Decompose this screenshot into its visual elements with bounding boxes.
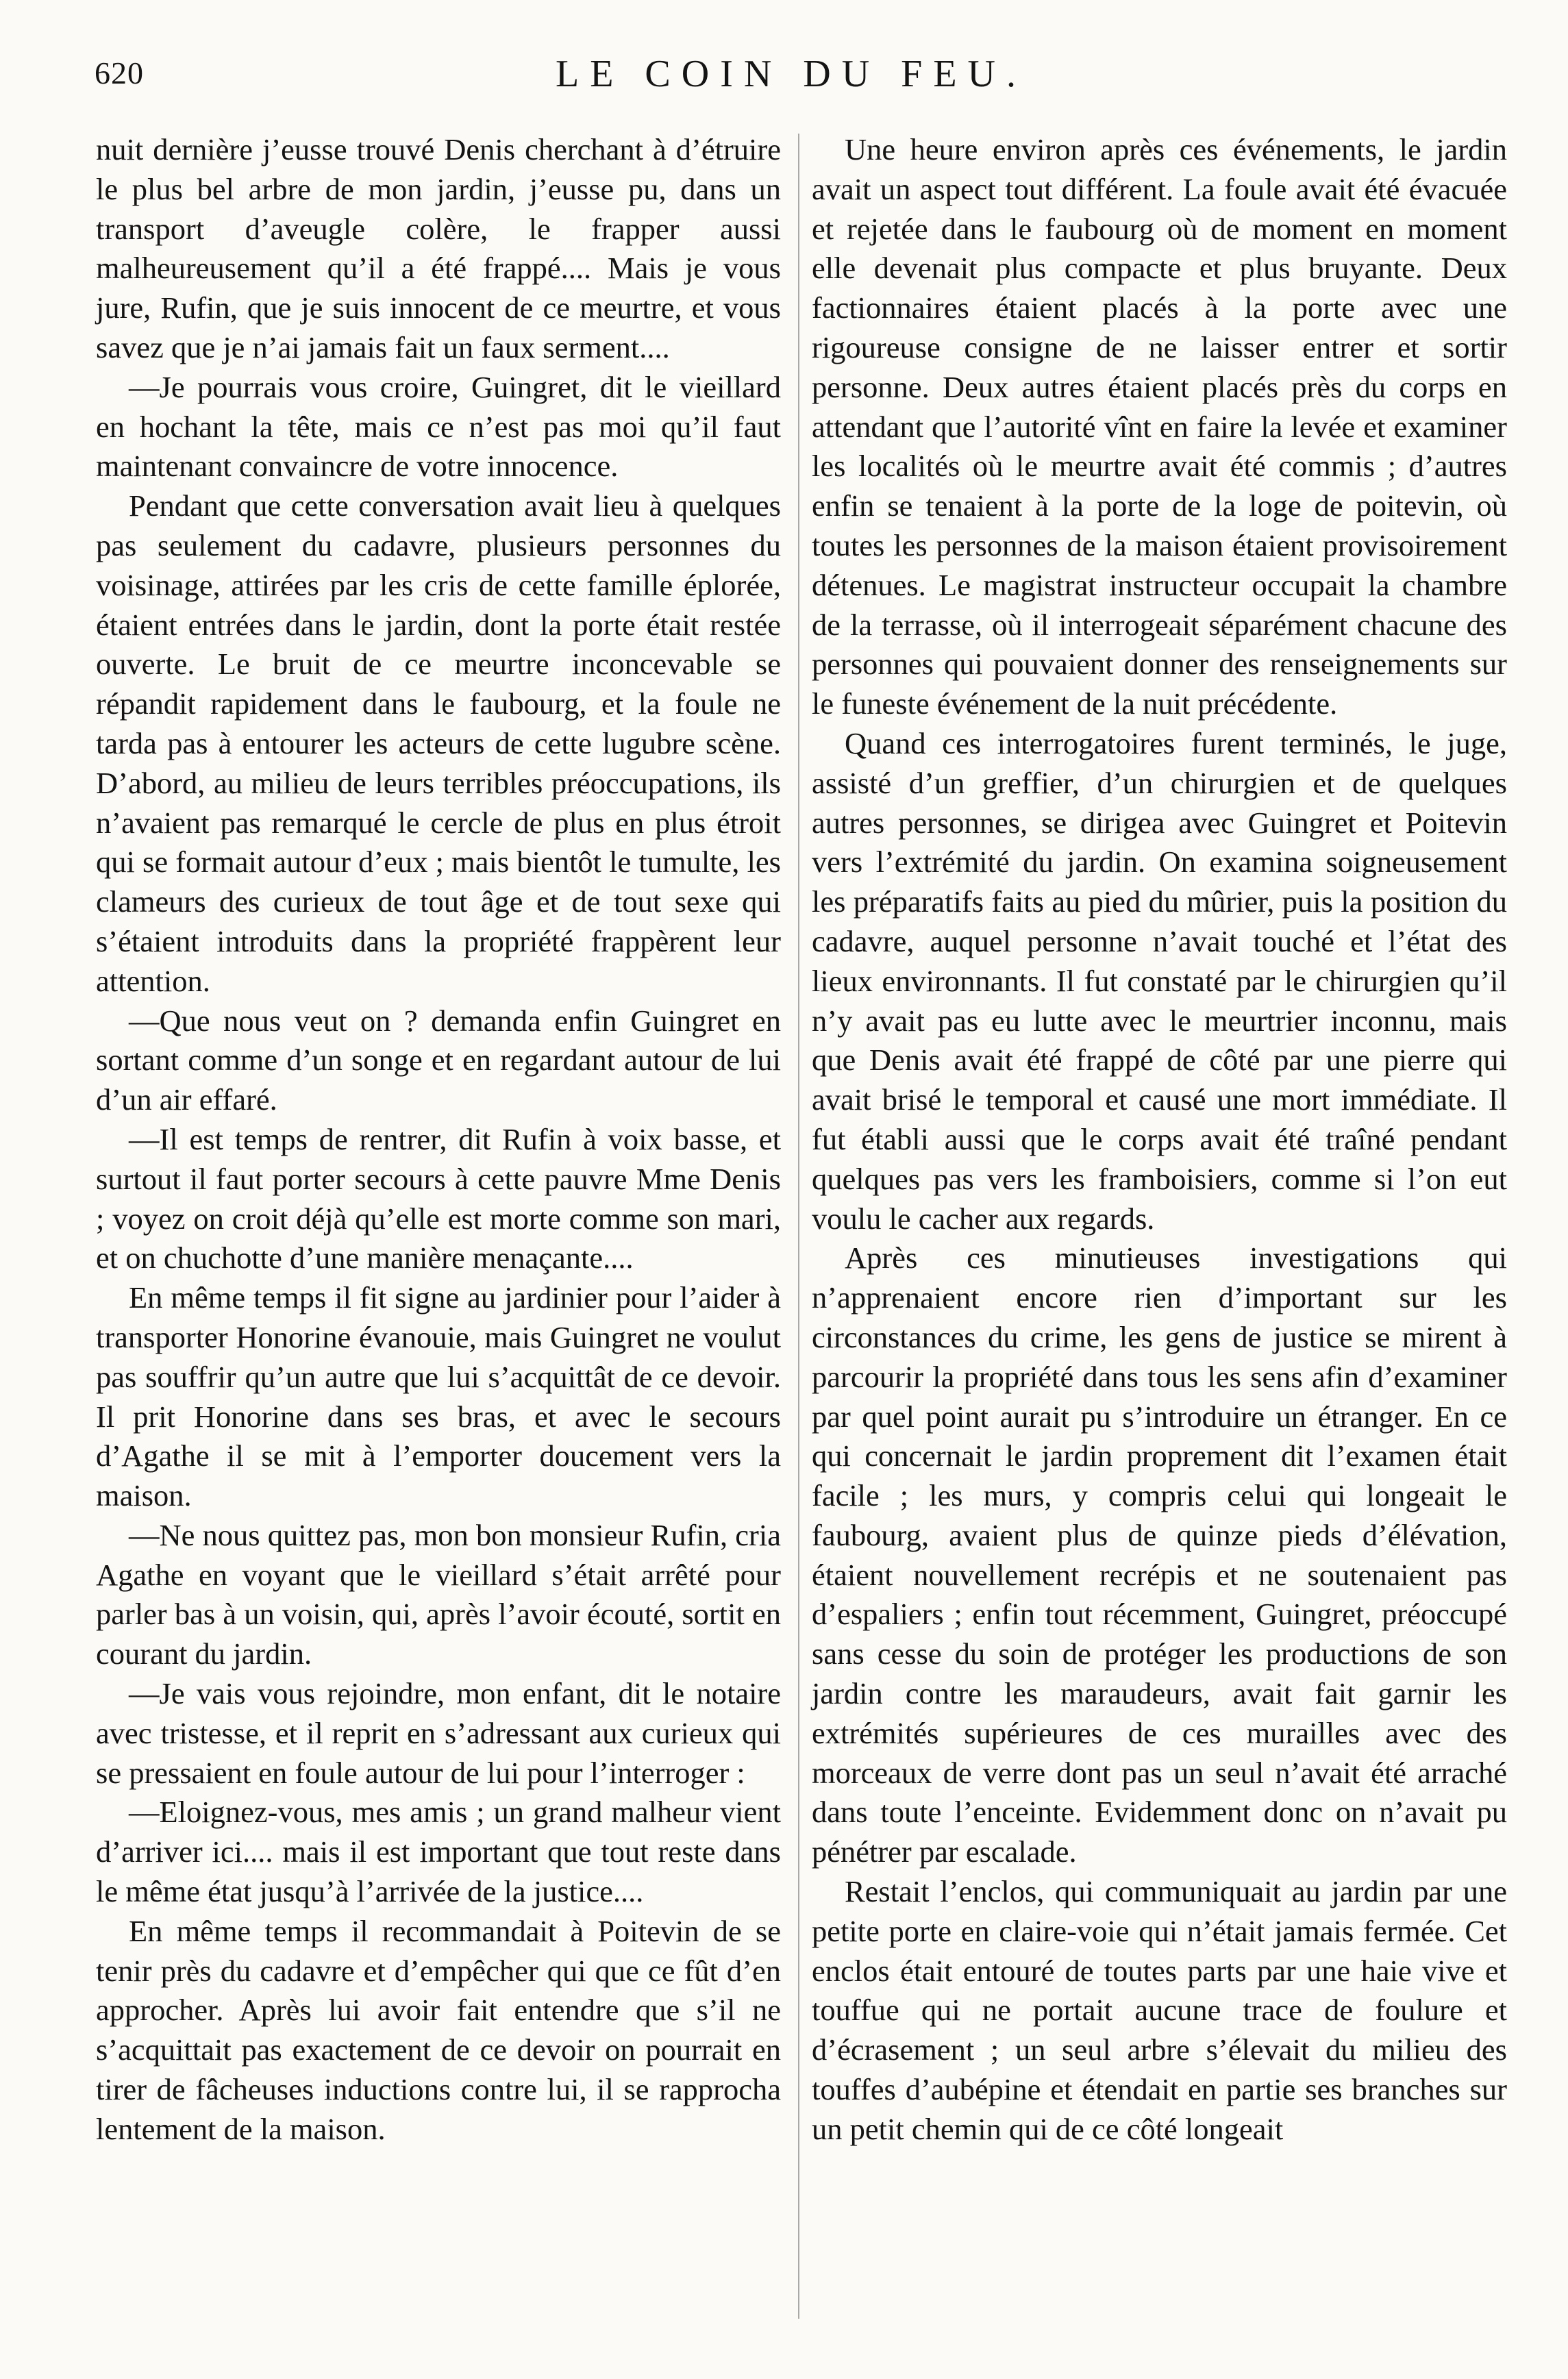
- paragraph: —Ne nous quittez pas, mon bon monsieur Rufin, cria Agathe en voyant que le vieillard s’était arrêté pour parler bas à un voisin, qui, après l’avoir écouté, sortit en courant du jardin.: [96, 1517, 781, 1671]
- paragraph: —Je vais vous rejoindre, mon enfant, dit le notaire avec tristesse, et il reprit en s’adressant aux curieux qui se pressaient en foule autour de lui pour l’interroger :: [96, 1676, 781, 1790]
- paragraph: —Je pourrais vous croire, Guingret, dit le vieillard en hochant la tête, mais ce n’est pas moi qu’il faut maintenant convaincre de votre innocence.: [96, 369, 781, 484]
- page-number: 620: [95, 55, 144, 90]
- running-title: LE COIN DU FEU.: [556, 53, 1027, 95]
- paragraph: En même temps il recommandait à Poitevin de se tenir près du cadavre et d’empêcher qui que ce fût d’en approcher. Après lui avoir fait entendre que s’il ne s’acquittait pas exactement de ce devoir on pourrait en tirer de fâcheuses inductions contre lui, il se rapprocha lentement de la maison.: [96, 1913, 781, 2146]
- paragraph: Une heure environ après ces événements, le jardin avait un aspect tout différent. La foule avait été évacuée et rejetée dans le faubourg où de moment en moment elle devenait plus compacte et plus bruyante. Deux factionnaires étaient placés à la porte avec une rigoureuse consigne de ne laisser entrer et sortir personne. Deux autres étaient placés près du corps en attendant que l’autorité vînt en faire la levée et examiner les localités où le meurtre avait été commis ; d’autres enfin se tenaient à la porte de la loge de poitevin, où toutes les personnes de la maison étaient provisoirement détenues. Le magistrat instructeur occupait la chambre de la terrasse, où il interrogeait séparément chacune des personnes qui pouvaient donner des renseignements sur le funeste événement de la nuit précédente.: [812, 132, 1507, 721]
- paragraph: —Il est temps de rentrer, dit Rufin à voix basse, et surtout il faut porter secours à cette pauvre Mme Denis ; voyez on croit déjà qu’elle est morte comme son mari, et on chuchotte d’une manière menaçante....: [96, 1121, 781, 1275]
- column-divider: [798, 134, 799, 2319]
- paragraph: Restait l’enclos, qui communiquait au jardin par une petite porte en claire-voie qui n’était jamais fermée. Cet enclos était entouré de toutes parts par une haie vive et touffue qui ne portait aucune trace de foulure et d’écrasement ; un seul arbre s’élevait du milieu des touffes d’aubépine et étendait en partie ses branches sur un petit chemin qui de ce côté longeait: [812, 1874, 1507, 2146]
- paragraph: —Que nous veut on ? demanda enfin Guingret en sortant comme d’un songe et en regardant autour de lui d’un air effaré.: [96, 1003, 781, 1117]
- paragraph: nuit dernière j’eusse trouvé Denis cherchant à d’étruire le plus bel arbre de mon jardin, j’eusse pu, dans un transport d’aveugle colère, le frapper aussi malheureusement qu’il a été frappé.... Mais je vous jure, Rufin, que je suis innocent de ce meurtre, et vous savez que je n’ai jamais fait un faux serment....: [96, 132, 781, 364]
- paragraph: En même temps il fit signe au jardinier pour l’aider à transporter Honorine évanouie, mais Guingret ne voulut pas souffrir qu’un autre que lui s’acquittât de ce devoir. Il prit Honorine dans ses bras, et avec le secours d’Agathe il se mit à l’emporter doucement vers la maison.: [96, 1280, 781, 1513]
- paragraph: Quand ces interrogatoires furent terminés, le juge, assisté d’un greffier, d’un chirurgien et de quelques autres personnes, se dirigea avec Guingret et Poitevin vers l’extrémité du jardin. On examina soigneusement les préparatifs faits au pied du mûrier, puis la position du cadavre, auquel personne n’avait touché et l’état des lieux environnants. Il fut constaté par le chirurgien qu’il n’y avait pas eu lutte avec le meurtrier inconnu, mais que Denis avait été frappé de côté par une pierre qui avait brisé le temporal et causé une mort immédiate. Il fut établi aussi que le corps avait été traîné pendant quelques pas vers les framboisiers, comme si l’on eut voulu le cacher aux regards.: [812, 725, 1507, 1236]
- paragraph: —Eloignez-vous, mes amis ; un grand malheur vient d’arriver ici.... mais il est important que tout reste dans le même état jusqu’à l’arrivée de la justice....: [96, 1795, 781, 1909]
- paragraph: Après ces minutieuses investigations qui n’apprenaient encore rien d’important sur les circonstances du crime, les gens de justice se mirent à parcourir la propriété dans tous les sens afin d’examiner par quel point aurait pu s’introduire un étranger. En ce qui concernait le jardin proprement dit l’examen était facile ; les murs, y compris celui qui longeait le faubourg, avaient plus de quinze pieds d’élévation, étaient nouvellement recrépis et ne soutenaient pas d’espaliers ; enfin tout récemment, Guingret, préoccupé sans cesse du soin de protéger les productions de son jardin contre les maraudeurs, avait fait garnir les extrémités supérieures de ces murailles avec des morceaux de verre dont pas un seul n’avait été arraché dans toute l’enceinte. Evidemment donc on n’avait pu pénétrer par escalade.: [812, 1241, 1507, 1869]
- page-header: [89, 27, 1493, 103]
- left-column: [96, 130, 781, 2150]
- paragraph: Pendant que cette conversation avait lieu à quelques pas seulement du cadavre, plusieurs personnes du voisinage, attirées par les cris de cette famille éplorée, étaient entrées dans le jardin, dont la porte était restée ouverte. Le bruit de ce meurtre inconcevable se répandit rapidement dans le faubourg, et la foule ne tarda pas à entourer les acteurs de cette lugubre scène. D’abord, au milieu de leurs terribles préoccupations, ils n’avaient pas remarqué le cercle de plus en plus étroit qui se formait autour d’eux ; mais bientôt le tumulte, les clameurs des curieux de tout âge et de tout sexe qui s’étaient introduits dans la propriété frappèrent leur attention.: [96, 488, 781, 998]
- right-column: [812, 130, 1507, 2150]
